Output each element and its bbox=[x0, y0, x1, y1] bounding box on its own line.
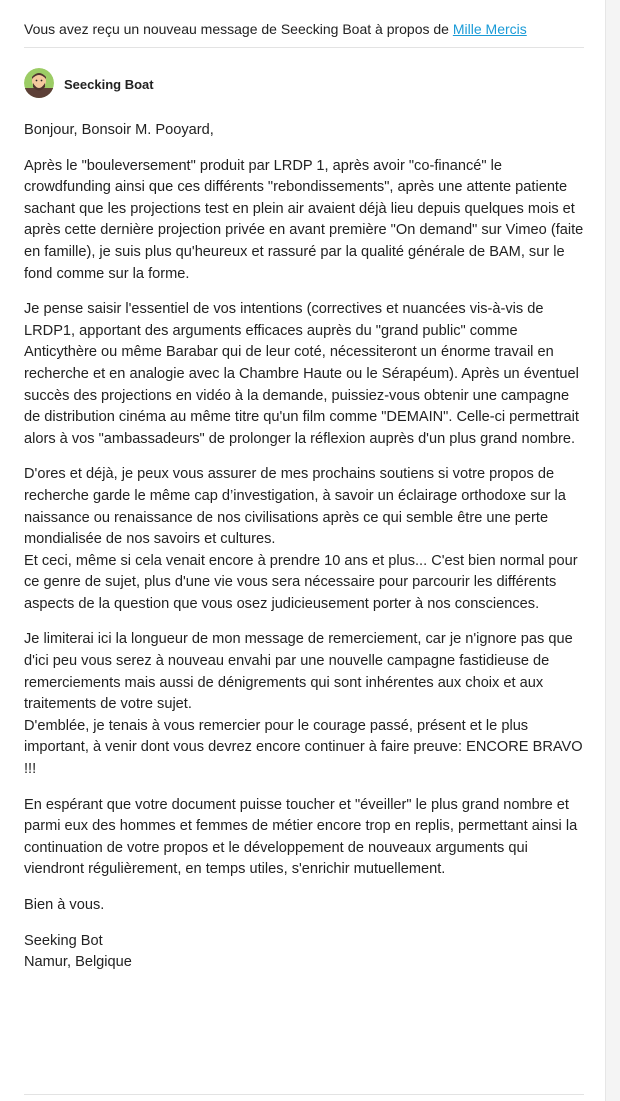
notification-text: Vous avez reçu un nouveau message de Seecking Boat à propos de bbox=[24, 21, 449, 37]
sender-name[interactable]: Seecking Boat bbox=[64, 76, 154, 92]
greeting: Bonjour, Bonsoir M. Pooyard, bbox=[24, 122, 214, 138]
paragraph-3 bbox=[24, 464, 584, 615]
paragraph-2: Je pense saisir l'essentiel de vos intentions (correctives et nuancées vis-à-vis de LRDP1, apportant des arguments efficaces auprès du "grand public" comme Anticythère ou même Barabar qui de leur coté, nécessiteront un énorme travail en recherche et en analogie avec la Chambre Haute ou le Sérapéum). Après un éventuel succès des projections en vidéo à la demande, puissiez-vous obtenir une campagne de distribution cinéma au même titre qu'un film comme "DEMAIN". Celle-ci permettrait alors à vos "ambassadeurs" de prolonger la réflexion auprès d'un plus grand nombre. bbox=[24, 301, 579, 447]
paragraph-4-part-2: D'emblée, je tenais à vous remercier pour le courage passé, présent et le plus important, à venir dont vous devrez encore continuer à faire preuve: ENCORE BRAVO !!! bbox=[24, 717, 583, 778]
paragraph-5: En espérant que votre document puisse toucher et "éveiller" le plus grand nombre et parmi eux des hommes et femmes de métier encore trop en replis, permettant ainsi la continuation de votre propos et le développement de nouveaux arguments qui viendront régulièrement, en temps utiles, s'enrichir mutuellement. bbox=[24, 796, 578, 878]
paragraph-1: Après le "bouleversement" produit par LRDP 1, après avoir "co-financé" le crowdfunding ainsi que ces différents "rebondissements", après une attente patiente sachant que les projections test en plein air avaient déjà lieu depuis quelques mois et après cette dernière projection privée en avant première "On demand" sur Vimeo (faite en famille), je suis plus qu'heureux et rassuré par la qualité générale de BAM, sur le fond comme sur la forme. bbox=[24, 157, 584, 282]
paragraph-3-part-1: D'ores et déjà, je peux vous assurer de mes prochains soutiens si votre propos de recherche garde le même cap d’investigation, à savoir un éclairage orthodoxe sur la naissance ou renaissance de nos civilisations après ce qui semble être une perte mondialisée de nos savoirs et cultures. bbox=[24, 466, 566, 548]
sender-header bbox=[24, 48, 584, 120]
email-container bbox=[24, 0, 584, 988]
signature bbox=[24, 931, 584, 974]
paragraph-4-part-1: Je limiterai ici la longueur de mon message de remerciement, car je n'ignore pas que d'ici peu vous serez à nouveau envahi par une nouvelle campagne fastidieuse de remerciements mais aussi de dénigrements qui sont inhérentes aux choix et aux traitements de votre sujet. bbox=[24, 631, 573, 713]
closing: Bien à vous. bbox=[24, 897, 105, 913]
signature-name: Seeking Bot bbox=[24, 932, 103, 949]
message-body bbox=[24, 120, 584, 974]
sender-avatar-icon[interactable] bbox=[24, 68, 54, 98]
footer-divider bbox=[24, 1094, 584, 1095]
paragraph-4 bbox=[24, 629, 584, 780]
paragraph-3-part-2: Et ceci, même si cela venait encore à prendre 10 ans et plus... C'est bien normal pour ce genre de sujet, plus d'une vie vous sera nécessaire pour parcourir les différents aspects de la question que vous osez judicieusement porter à nos consciences. bbox=[24, 552, 578, 612]
notification-line bbox=[24, 0, 584, 47]
signature-location: Namur, Belgique bbox=[24, 954, 132, 971]
topic-link[interactable]: Mille Mercis bbox=[452, 21, 527, 37]
scrollbar-gutter[interactable] bbox=[605, 0, 620, 1101]
